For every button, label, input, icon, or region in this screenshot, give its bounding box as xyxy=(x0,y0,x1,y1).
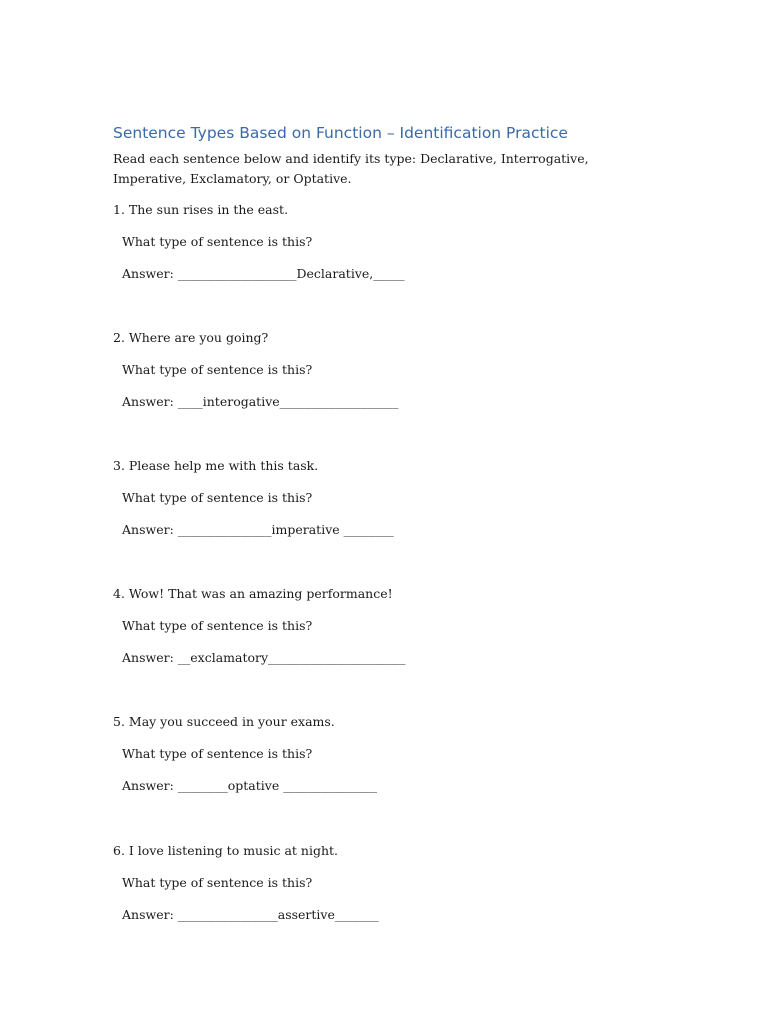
question-2-prompt: What type of sentence is this? xyxy=(122,362,313,377)
question-2-answer: Answer: ____interogative___________________ xyxy=(122,394,399,409)
question-5-prompt: What type of sentence is this? xyxy=(122,746,313,761)
question-2-sentence: 2. Where are you going? xyxy=(113,330,269,345)
question-3-answer: Answer: _______________imperative ________ xyxy=(122,522,394,537)
question-3-prompt: What type of sentence is this? xyxy=(122,490,313,505)
question-6-prompt: What type of sentence is this? xyxy=(122,875,313,890)
question-6-answer: Answer: ________________assertive_______ xyxy=(122,907,379,922)
question-4-sentence: 4. Wow! That was an amazing performance! xyxy=(113,586,393,601)
question-4-prompt: What type of sentence is this? xyxy=(122,618,313,633)
question-3-sentence: 3. Please help me with this task. xyxy=(113,458,319,473)
question-4-answer: Answer: __exclamatory______________________ xyxy=(122,650,406,665)
question-5-sentence: 5. May you succeed in your exams. xyxy=(113,714,335,729)
question-1-prompt: What type of sentence is this? xyxy=(122,234,313,249)
worksheet-instructions: Read each sentence below and identify its type: Declarative, Interrogative, Imperative, Exclamatory, or Optative. xyxy=(113,151,589,186)
worksheet-title: Sentence Types Based on Function – Identification Practice xyxy=(113,124,568,142)
question-1-sentence: 1. The sun rises in the east. xyxy=(113,202,289,217)
question-6-sentence: 6. I love listening to music at night. xyxy=(113,843,339,858)
question-5-answer: Answer: ________optative _______________ xyxy=(122,778,377,793)
question-1-answer: Answer: ___________________Declarative,_____ xyxy=(122,266,405,281)
